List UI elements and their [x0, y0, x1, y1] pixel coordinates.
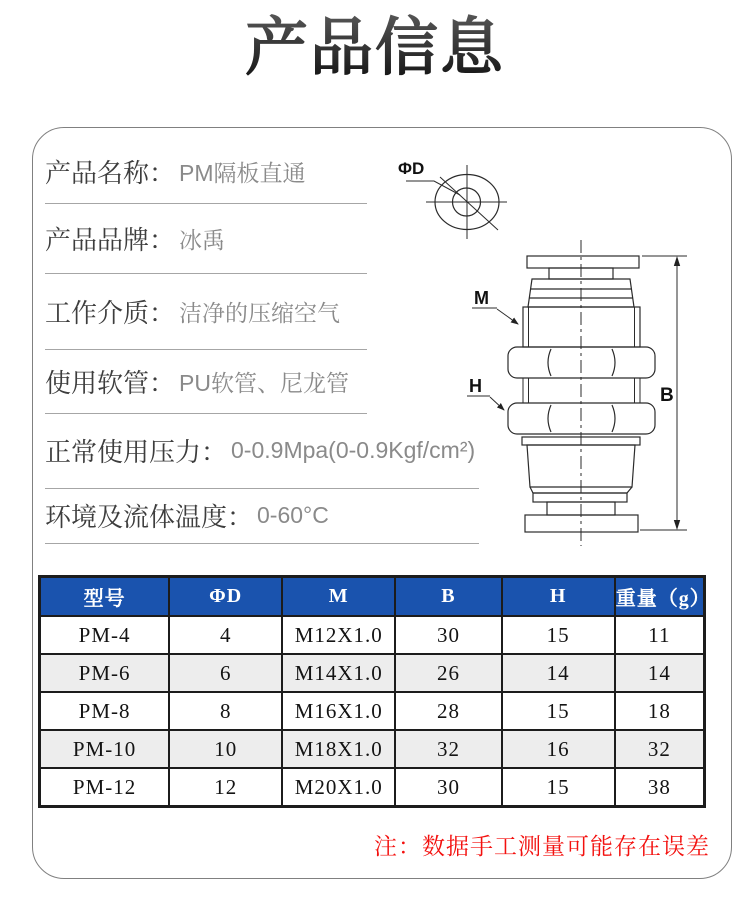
- thread-label: M: [474, 288, 489, 308]
- spec-label: 环境及流体温度：: [45, 502, 254, 532]
- cell-thread: M16X1.0: [282, 692, 395, 730]
- cell-h: 16: [502, 730, 615, 768]
- cell-model: PM-6: [40, 654, 170, 692]
- col-header-diameter: ΦD: [169, 577, 282, 617]
- spec-label: 使用软管：: [45, 367, 176, 398]
- cell-weight: 32: [615, 730, 705, 768]
- cell-thread: M14X1.0: [282, 654, 395, 692]
- table-row: [40, 730, 705, 768]
- cell-weight: 18: [615, 692, 705, 730]
- col-header-thread: M: [282, 577, 395, 617]
- cell-model: PM-12: [40, 768, 170, 807]
- spec-label: 工作介质：: [45, 297, 176, 328]
- spec-label: 产品品牌：: [45, 224, 176, 255]
- cell-diameter: 12: [169, 768, 282, 807]
- table-row: [40, 768, 705, 807]
- spec-table: [38, 575, 711, 808]
- cell-thread: M18X1.0: [282, 730, 395, 768]
- cell-diameter: 6: [169, 654, 282, 692]
- col-header-weight: 重量（g）: [615, 577, 705, 617]
- cell-b: 30: [395, 616, 501, 654]
- cell-b: 32: [395, 730, 501, 768]
- spec-value: 0-60°C: [257, 502, 329, 528]
- cell-h: 15: [502, 768, 615, 807]
- cell-b: 26: [395, 654, 501, 692]
- cell-thread: M20X1.0: [282, 768, 395, 807]
- spec-row-medium: [45, 273, 367, 350]
- cell-diameter: 10: [169, 730, 282, 768]
- cell-model: PM-8: [40, 692, 170, 730]
- table-row: [40, 692, 705, 730]
- measurement-note: 注：数据手工测量可能存在误差: [374, 833, 710, 859]
- cell-weight: 11: [615, 616, 705, 654]
- spec-value: 洁净的压缩空气: [179, 299, 341, 326]
- diameter-label: ΦD: [398, 159, 425, 178]
- col-header-h: H: [502, 577, 615, 617]
- side-view: [467, 240, 687, 546]
- spec-label: 正常使用压力：: [45, 437, 228, 467]
- cell-weight: 14: [615, 654, 705, 692]
- cell-thread: M12X1.0: [282, 616, 395, 654]
- spec-value: 冰禹: [179, 226, 226, 253]
- cell-diameter: 4: [169, 616, 282, 654]
- spec-value: PM隔板直通: [179, 160, 306, 186]
- col-header-b: B: [395, 577, 501, 617]
- spec-label: 产品名称：: [45, 158, 176, 188]
- top-view: [398, 159, 507, 239]
- page-title: 产品信息: [0, 4, 750, 92]
- hex-label: H: [469, 376, 482, 396]
- cell-model: PM-10: [40, 730, 170, 768]
- cell-h: 14: [502, 654, 615, 692]
- table-header-row: [40, 577, 705, 617]
- spec-row-product-name: [45, 140, 367, 204]
- cell-weight: 38: [615, 768, 705, 807]
- spec-value: 0-0.9Mpa(0-0.9Kgf/cm²): [231, 437, 476, 463]
- cell-h: 15: [502, 692, 615, 730]
- cell-diameter: 8: [169, 692, 282, 730]
- height-label: B: [660, 385, 674, 406]
- cell-b: 28: [395, 692, 501, 730]
- spec-row-brand: [45, 203, 367, 274]
- cell-model: PM-4: [40, 616, 170, 654]
- cell-b: 30: [395, 768, 501, 807]
- col-header-model: 型号: [40, 577, 170, 617]
- spec-value: PU软管、尼龙管: [179, 369, 349, 396]
- table-row: [40, 654, 705, 692]
- spec-row-hose: [45, 349, 367, 414]
- technical-drawing: [370, 140, 700, 560]
- table-row: [40, 616, 705, 654]
- cell-h: 15: [502, 616, 615, 654]
